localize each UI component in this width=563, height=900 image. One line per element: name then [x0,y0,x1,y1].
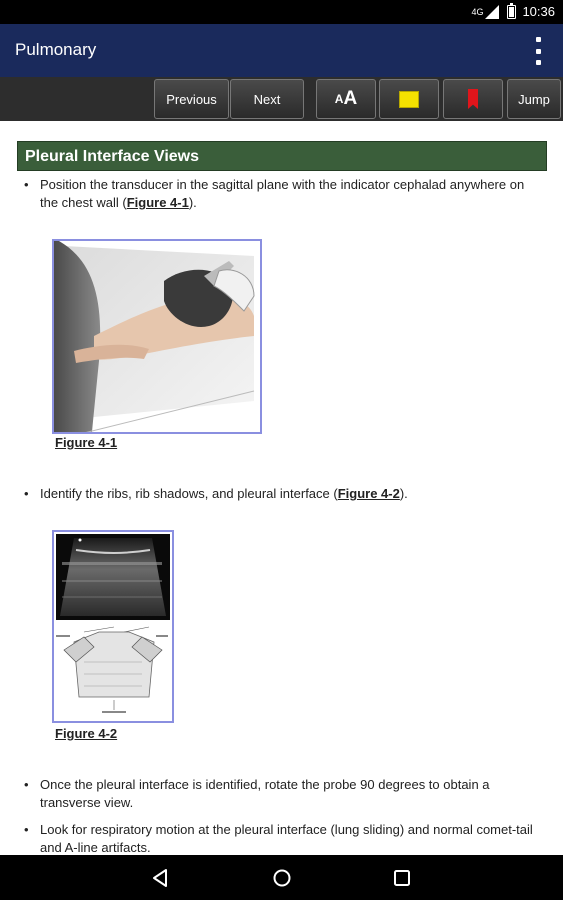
bullet-dot: • [24,822,29,837]
jump-button[interactable]: Jump [507,79,561,119]
figure-4-2-link[interactable]: Figure 4-2 [337,486,400,501]
toolbar [0,77,563,121]
list-item-text [40,176,545,212]
bullet-text: Position the transducer in the sagittal plane with the indicator cephalad anywhere on the chest wall ( [40,177,525,210]
section-title: Pleural Interface Views [17,141,547,171]
figure-4-1-link[interactable]: Figure 4-1 [126,195,189,210]
bookmark-ribbon-icon [468,89,478,109]
battery-icon [507,5,516,19]
app-bar [0,24,563,77]
recents-square-icon[interactable] [391,867,413,889]
home-circle-icon[interactable] [271,867,293,889]
previous-button[interactable]: Previous [154,79,229,119]
back-triangle-icon[interactable] [150,867,172,889]
figure-4-1-image[interactable] [52,239,262,434]
bullet-dot: • [24,777,29,792]
navigation-bar [0,855,563,900]
ultrasound-rib-diagram [54,532,172,721]
font-size-button[interactable] [316,79,376,119]
next-button[interactable]: Next [230,79,304,119]
bullet-text-end: ). [399,486,408,501]
list-item-text [40,485,545,503]
signal-icon [485,5,501,19]
bullet-text-end: ). [188,195,197,210]
bullet-dot: • [24,177,29,192]
font-small-glyph: A [334,92,344,106]
bullet-text: Identify the ribs, rib shadows, and pleural interface ( [40,486,338,501]
content-area[interactable] [0,121,563,855]
app-title: Pulmonary [15,40,97,59]
status-bar [0,0,563,24]
figure-4-1-caption[interactable]: Figure 4-1 [55,435,118,450]
sticky-note-icon [399,91,419,108]
font-big-glyph: A [343,88,358,109]
bookmark-button[interactable] [443,79,503,119]
transducer-placement-illustration [54,241,260,432]
bullet-text: Look for respiratory motion at the pleural interface (lung sliding) and normal comet-tail and A-line artifacts. [40,822,533,855]
network-type: 4G [471,6,484,17]
bullet-text: Once the pleural interface is identified, rotate the probe 90 degrees to obtain a transverse view. [40,777,490,810]
bullet-dot: • [24,486,29,501]
more-vert-icon[interactable] [533,37,543,65]
note-button[interactable] [379,79,439,119]
figure-4-2-caption[interactable]: Figure 4-2 [55,726,118,741]
clock: 10:36 [522,4,555,19]
figure-4-2-image[interactable] [52,530,174,723]
